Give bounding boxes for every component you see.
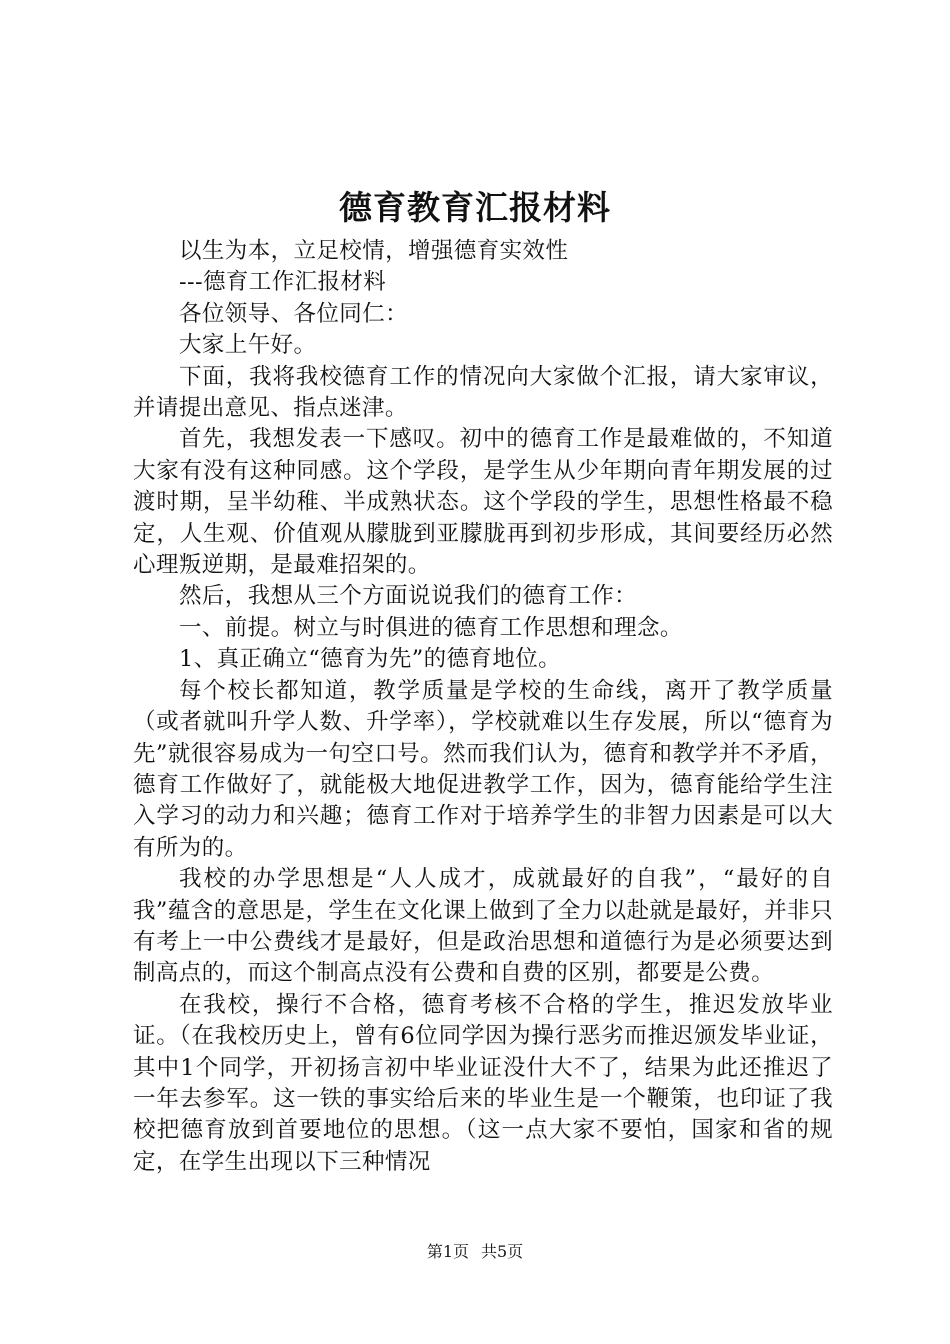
body-paragraph: 我校的办学思想是“人人成才，成就最好的自我”，“最好的自我”蕴含的意思是，学生在文化课上做到了全力以赴就是最好，并非只有考上一中公费线才是最好，但是政治思想和道德行为是必须要达到制高点的，而这个制高点没有公费和自费的区别，都要是公费。 [133, 866, 833, 987]
body-paragraph: 然后，我想从三个方面说说我们的德育工作： [179, 583, 638, 610]
document-title: 德育教育汇报材料 [339, 188, 611, 227]
body-paragraph: 每个校长都知道，教学质量是学校的生命线，离开了教学质量（或者就叫升学人数、升学率），学校就难以生存发展，所以“德育为先”就很容易成为一句空口号。然而我们认为，德育和教学并不矛盾，德育工作做好了，就能极大地促进教学工作，因为，德育能给学生注入学习的动力和兴趣；德育工作对于培养学生的非智力因素是可以大有所为的。 [133, 677, 833, 861]
body-paragraph: 在我校，操行不合格，德育考核不合格的学生，推迟发放毕业证。（在我校历史上，曾有6位同学因为操行恶劣而推迟颁发毕业证，其中1个同学，开初扬言初中毕业证没什大不了，结果为此还推迟了一年去参军。这一铁的事实给后来的毕业生是一个鞭策，也印证了我校把德育放到首要地位的思想。（这一点大家不要怕，国家和省的规定，在学生出现以下三种情况 [133, 991, 833, 1175]
subtitle-dash-line: ---德育工作汇报材料 [179, 269, 387, 296]
salutation: 各位领导、各位同仁： [179, 300, 409, 327]
body-paragraph: 首先，我想发表一下感叹。初中的德育工作是最难做的，不知道大家有没有这种同感。这个学段，是学生从少年期向青年期发展的过渡时期，呈半幼稚、半成熟状态。这个学段的学生，思想性格最不稳定，人生观、价值观从朦胧到亚朦胧再到初步形成，其间要经历必然心理叛逆期，是最难招架的。 [133, 426, 833, 579]
page-number: 第1页 [426, 1242, 469, 1261]
subtitle-line: 以生为本，立足校情，增强德育实效性 [179, 238, 569, 264]
page-total: 共5页 [481, 1242, 524, 1261]
section-heading: 一、前提。树立与时俱进的德育工作思想和理念。 [179, 614, 683, 641]
document-body [133, 236, 833, 1178]
subsection-heading: 1、真正确立“德育为先”的德育地位。 [179, 646, 562, 673]
body-paragraph: 下面，我将我校德育工作的情况向大家做个汇报，请大家审议，并请提出意见、指点迷津。 [133, 363, 833, 422]
page-footer [0, 1240, 950, 1264]
greeting: 大家上午好。 [179, 332, 317, 359]
